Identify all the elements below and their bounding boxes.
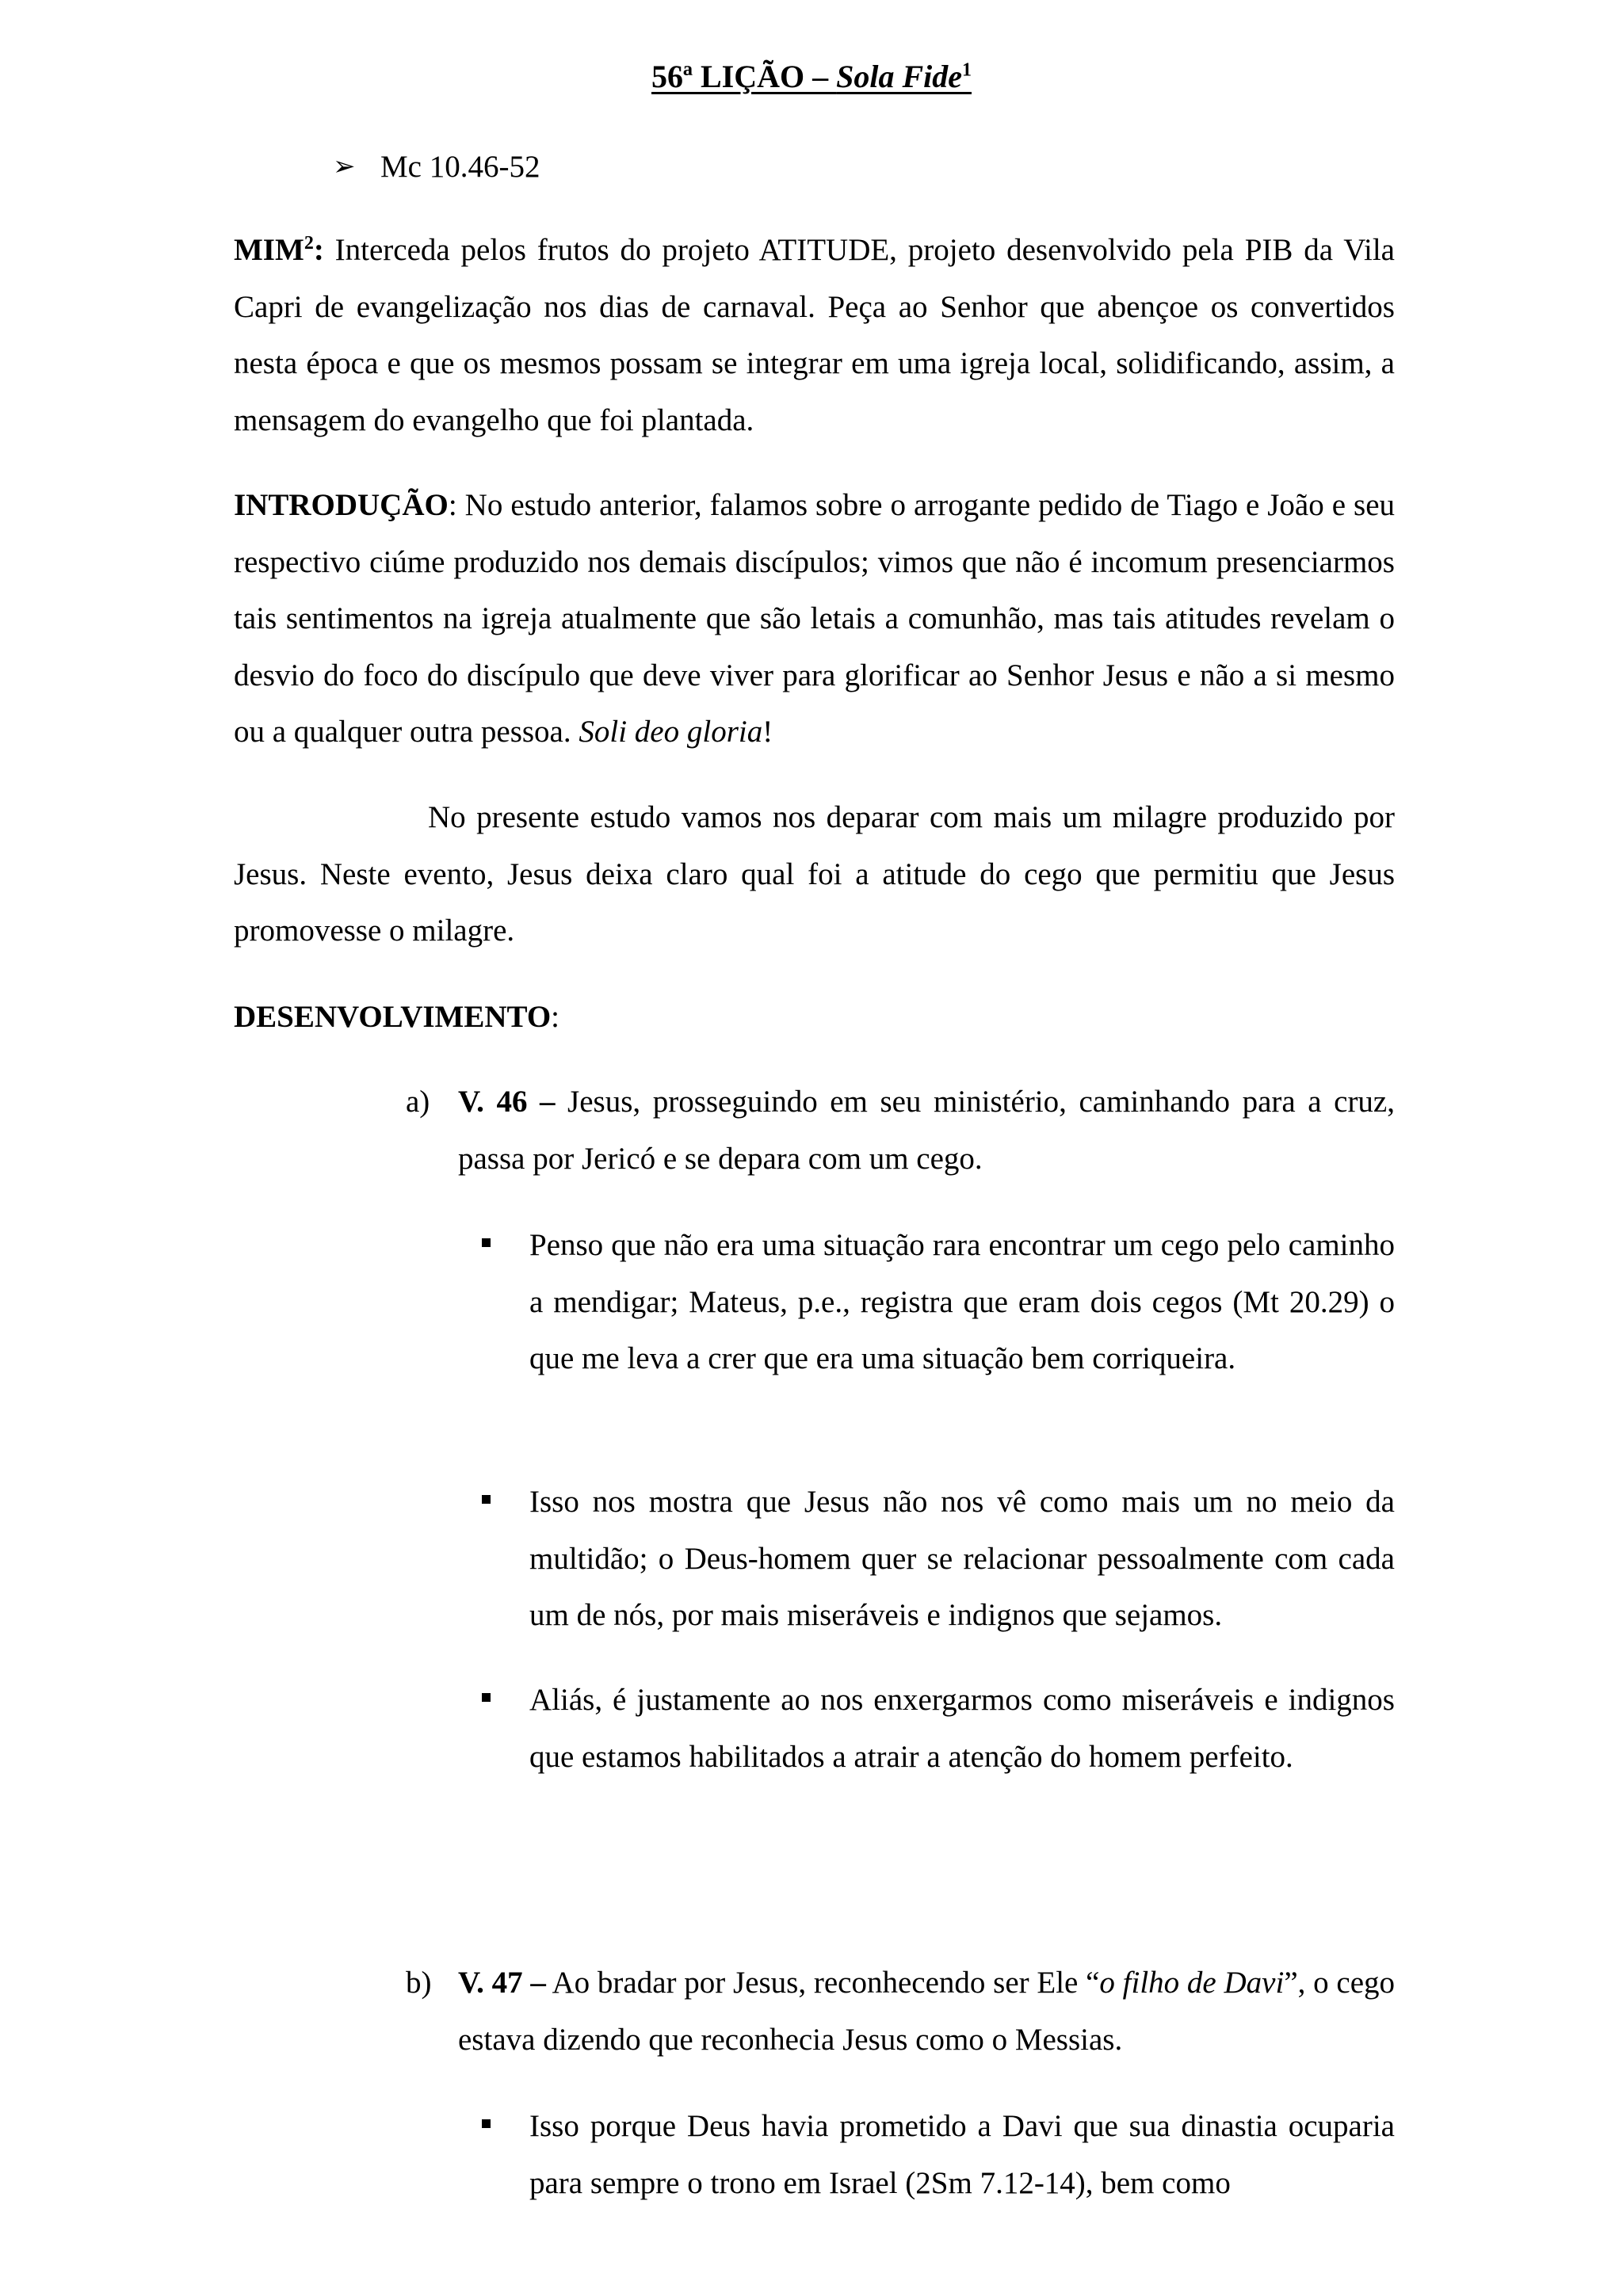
footnote-marker-2: 2 <box>304 233 314 254</box>
mim-text: Interceda pelos frutos do projeto ATITUDE, projeto desenvolvido pela PIB da Vila Capri de evangelização nos dias de carnaval. Peça ao Senhor que abençoe os convertidos nesta época e que os mesmos possam se integrar em uma igreja local, solidificando, assim, a mensagem do evangelho que foi plantada. <box>234 233 1395 437</box>
scripture-reference-text: Mc 10.46-52 <box>380 150 540 184</box>
footnote-marker-1: 1 <box>962 59 972 81</box>
introduction-text: : No estudo anterior, falamos sobre o arrogante pedido de Tiago e João e seu respectivo ciúme produzido nos demais discípulos; vimos que não é incomum presenciarmos tais sentimentos na igreja atualmente que são letais a comunhão, mas tais atitudes revelam o desvio do foco do discípulo que deve viver para glorificar ao Senhor Jesus e não a si mesmo ou a qualquer outra pessoa. <box>234 488 1395 749</box>
item-b-bullet-1: Isso porque Deus havia prometido a Davi que sua dinastia ocuparia para sempre o trono em Israel (2Sm 7.12-14), bem como <box>529 2109 1395 2200</box>
square-bullet-icon <box>482 1495 491 1504</box>
mim-paragraph <box>234 222 1395 448</box>
item-a-verse: V. 46 – <box>458 1085 556 1119</box>
development-label: DESENVOLVIMENTO <box>234 1000 552 1034</box>
present-study-paragraph: No presente estudo vamos nos deparar com mais um milagre produzido por Jesus. Neste evento, Jesus deixa claro qual foi a atitude do cego que permitiu que Jesus promovesse o milagre. <box>234 800 1395 948</box>
item-b-verse: V. 47 – <box>458 1966 546 2000</box>
arrow-bullet-icon: ➢ <box>333 151 356 182</box>
item-b-italic: o filho de Davi <box>1099 1966 1285 2000</box>
item-a-bullet-3: Aliás, é justamente ao nos enxergarmos como miseráveis e indignos que estamos habilitados a atrair a atenção do homem perfeito. <box>529 1683 1395 1774</box>
square-bullet-icon <box>482 1693 491 1702</box>
item-b-text: V. 47 – Ao bradar por Jesus, reconhecendo ser Ele “o filho de Davi”, o cego estava dizendo que reconhecia Jesus como o Messias. <box>458 1966 1395 2057</box>
lesson-name: Sola Fide <box>836 59 963 94</box>
square-bullet-icon <box>482 2119 491 2128</box>
square-bullet-icon <box>482 1238 491 1247</box>
item-a-bullet-1: Penso que não era uma situação rara encontrar um cego pelo caminho a mendigar; Mateus, p.e., registra que eram dois cegos (Mt 20.29) o que me leva a crer que era uma situação bem corriqueira. <box>529 1228 1395 1375</box>
development-heading: DESENVOLVIMENTO: <box>234 1000 560 1034</box>
introduction-paragraph: INTRODUÇÃO: No estudo anterior, falamos sobre o arrogante pedido de Tiago e João e seu respectivo ciúme produzido nos demais discípulos; vimos que não é incomum presenciarmos tais sentimentos na igreja atualmente que são letais a comunhão, mas tais atitudes revelam o desvio do foco do discípulo que deve viver para glorificar ao Senhor Jesus e não a si mesmo ou a qualquer outra pessoa. Soli deo gloria! <box>234 488 1395 749</box>
lesson-title <box>0 57 1623 97</box>
item-a-bullet-2: Isso nos mostra que Jesus não nos vê como mais um no meio da multidão; o Deus-homem quer se relacionar pessoalmente com cada um de nós, por mais miseráveis e indignos que sejamos. <box>529 1485 1395 1632</box>
introduction-italic: Soli deo gloria <box>579 715 763 749</box>
lesson-number: 56ª LIÇÃO – <box>651 59 837 94</box>
lesson-title-text <box>651 59 972 94</box>
item-a-marker: a) <box>406 1085 430 1119</box>
item-b-marker: b) <box>406 1966 432 2000</box>
introduction-label: INTRODUÇÃO <box>234 488 449 522</box>
item-a-text: V. 46 – Jesus, prosseguindo em seu ministério, caminhando para a cruz, passa por Jericó e se depara com um cego. <box>458 1085 1395 1176</box>
mim-label: MIM$^2$: <box>234 233 324 267</box>
scripture-reference <box>333 139 540 196</box>
